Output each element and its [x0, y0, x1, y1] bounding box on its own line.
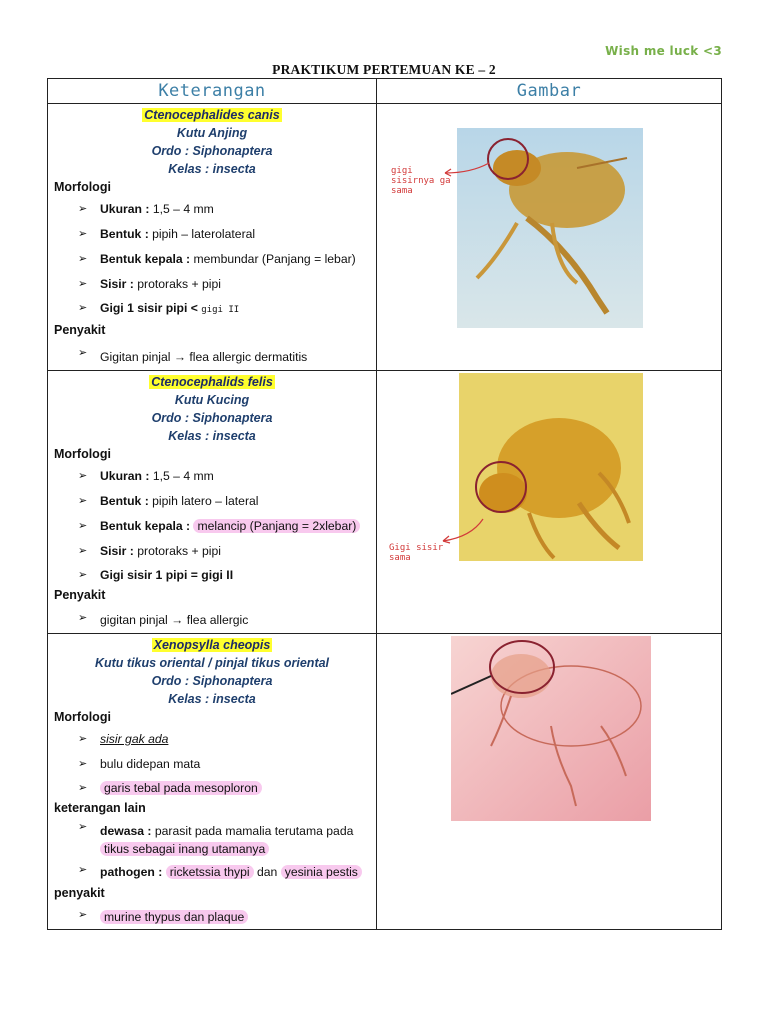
- practicum-table: [47, 78, 722, 930]
- list-item: ➢ sisir gak ada: [48, 727, 376, 752]
- morfologi-list: [48, 197, 376, 321]
- row-2-description: [48, 371, 377, 634]
- morfologi-label: Morfologi: [54, 180, 111, 194]
- list-item: ➢ Gigi sisir 1 pipi = gigi II: [48, 564, 376, 586]
- page-title: PRAKTIKUM PERTEMUAN KE – 2: [272, 62, 496, 77]
- table-row: [48, 371, 722, 634]
- row-1-image: [377, 104, 722, 371]
- list-item: ➢ Ukuran : 1,5 – 4 mm: [48, 197, 376, 222]
- species-name: Ctenocephalides canis: [144, 108, 280, 122]
- species-name: Xenopsylla cheopis: [153, 638, 271, 652]
- head-circle-canis: [485, 136, 531, 182]
- header-gambar: Gambar: [377, 79, 722, 104]
- list-item: ➢ Bentuk : pipih – laterolateral: [48, 222, 376, 247]
- kelas: Kelas : insecta: [168, 429, 256, 443]
- row-1-description: [48, 104, 377, 371]
- keterangan-lain-label: keterangan lain: [54, 801, 146, 815]
- table-header-row: [48, 79, 722, 104]
- list-item: ➢ Bentuk kepala : melancip (Panjang = 2xlebar): [48, 514, 376, 539]
- list-item: ➢ dewasa : parasit pada mamalia terutama pada tikus sebagai inang utamanya: [48, 818, 376, 858]
- list-item: ➢ Bentuk kepala : membundar (Panjang = lebar): [48, 247, 376, 272]
- head-circle-felis: [473, 459, 529, 515]
- list-item: ➢ Gigitan pinjal → flea allergic dermatitis: [48, 340, 376, 370]
- morfologi-label: Morfologi: [54, 447, 111, 461]
- list-item: ➢ murine thypus dan plaque: [48, 903, 376, 929]
- penyakit-list: [48, 903, 376, 929]
- penyakit-label: Penyakit: [54, 588, 106, 602]
- kelas: Kelas : insecta: [168, 692, 256, 706]
- species-name: Ctenocephalids felis: [151, 375, 273, 389]
- table-row: [48, 634, 722, 930]
- common-name: Kutu Anjing: [176, 126, 248, 140]
- annotation-felis: Gigi sisir sama: [389, 543, 444, 563]
- penyakit-label: penyakit: [54, 886, 105, 900]
- ordo: Ordo : Siphonaptera: [151, 674, 273, 688]
- corner-note: Wish me luck <3: [605, 44, 722, 58]
- kelas: Kelas : insecta: [168, 162, 256, 176]
- common-name: Kutu Kucing: [174, 393, 250, 407]
- morfologi-list: [48, 727, 376, 799]
- list-item: ➢ gigitan pinjal → flea allergic: [48, 605, 376, 633]
- row-2-image: [377, 371, 722, 634]
- penyakit-label: Penyakit: [54, 323, 106, 337]
- list-item: ➢ Ukuran : 1,5 – 4 mm: [48, 464, 376, 489]
- morfologi-list: [48, 464, 376, 586]
- header-keterangan: Keterangan: [48, 79, 377, 104]
- common-name: Kutu tikus oriental / pinjal tikus oriental: [94, 656, 330, 670]
- penyakit-list: [48, 605, 376, 633]
- morfologi-label: Morfologi: [54, 710, 111, 724]
- penyakit-list: [48, 340, 376, 370]
- list-item: ➢ Gigi 1 sisir pipi < gigi II: [48, 297, 376, 321]
- row-3-description: [48, 634, 377, 930]
- keterangan-lain-list: [48, 818, 376, 884]
- row-3-image: [377, 634, 722, 930]
- annotation-canis: gigi sisirnya ga sama: [391, 166, 451, 196]
- table-row: [48, 104, 722, 371]
- ordo: Ordo : Siphonaptera: [151, 411, 273, 425]
- ordo: Ordo : Siphonaptera: [151, 144, 273, 158]
- list-item: ➢ Sisir : protoraks + pipi: [48, 272, 376, 297]
- list-item: ➢ garis tebal pada mesoploron: [48, 777, 376, 799]
- list-item: ➢ bulu didepan mata: [48, 752, 376, 777]
- list-item: ➢ Sisir : protoraks + pipi: [48, 539, 376, 564]
- list-item: ➢ Bentuk : pipih latero – lateral: [48, 489, 376, 514]
- head-circle-cheopis: [487, 637, 557, 697]
- list-item: ➢ pathogen : ricketssia thypi dan yesinia pestis: [48, 858, 376, 884]
